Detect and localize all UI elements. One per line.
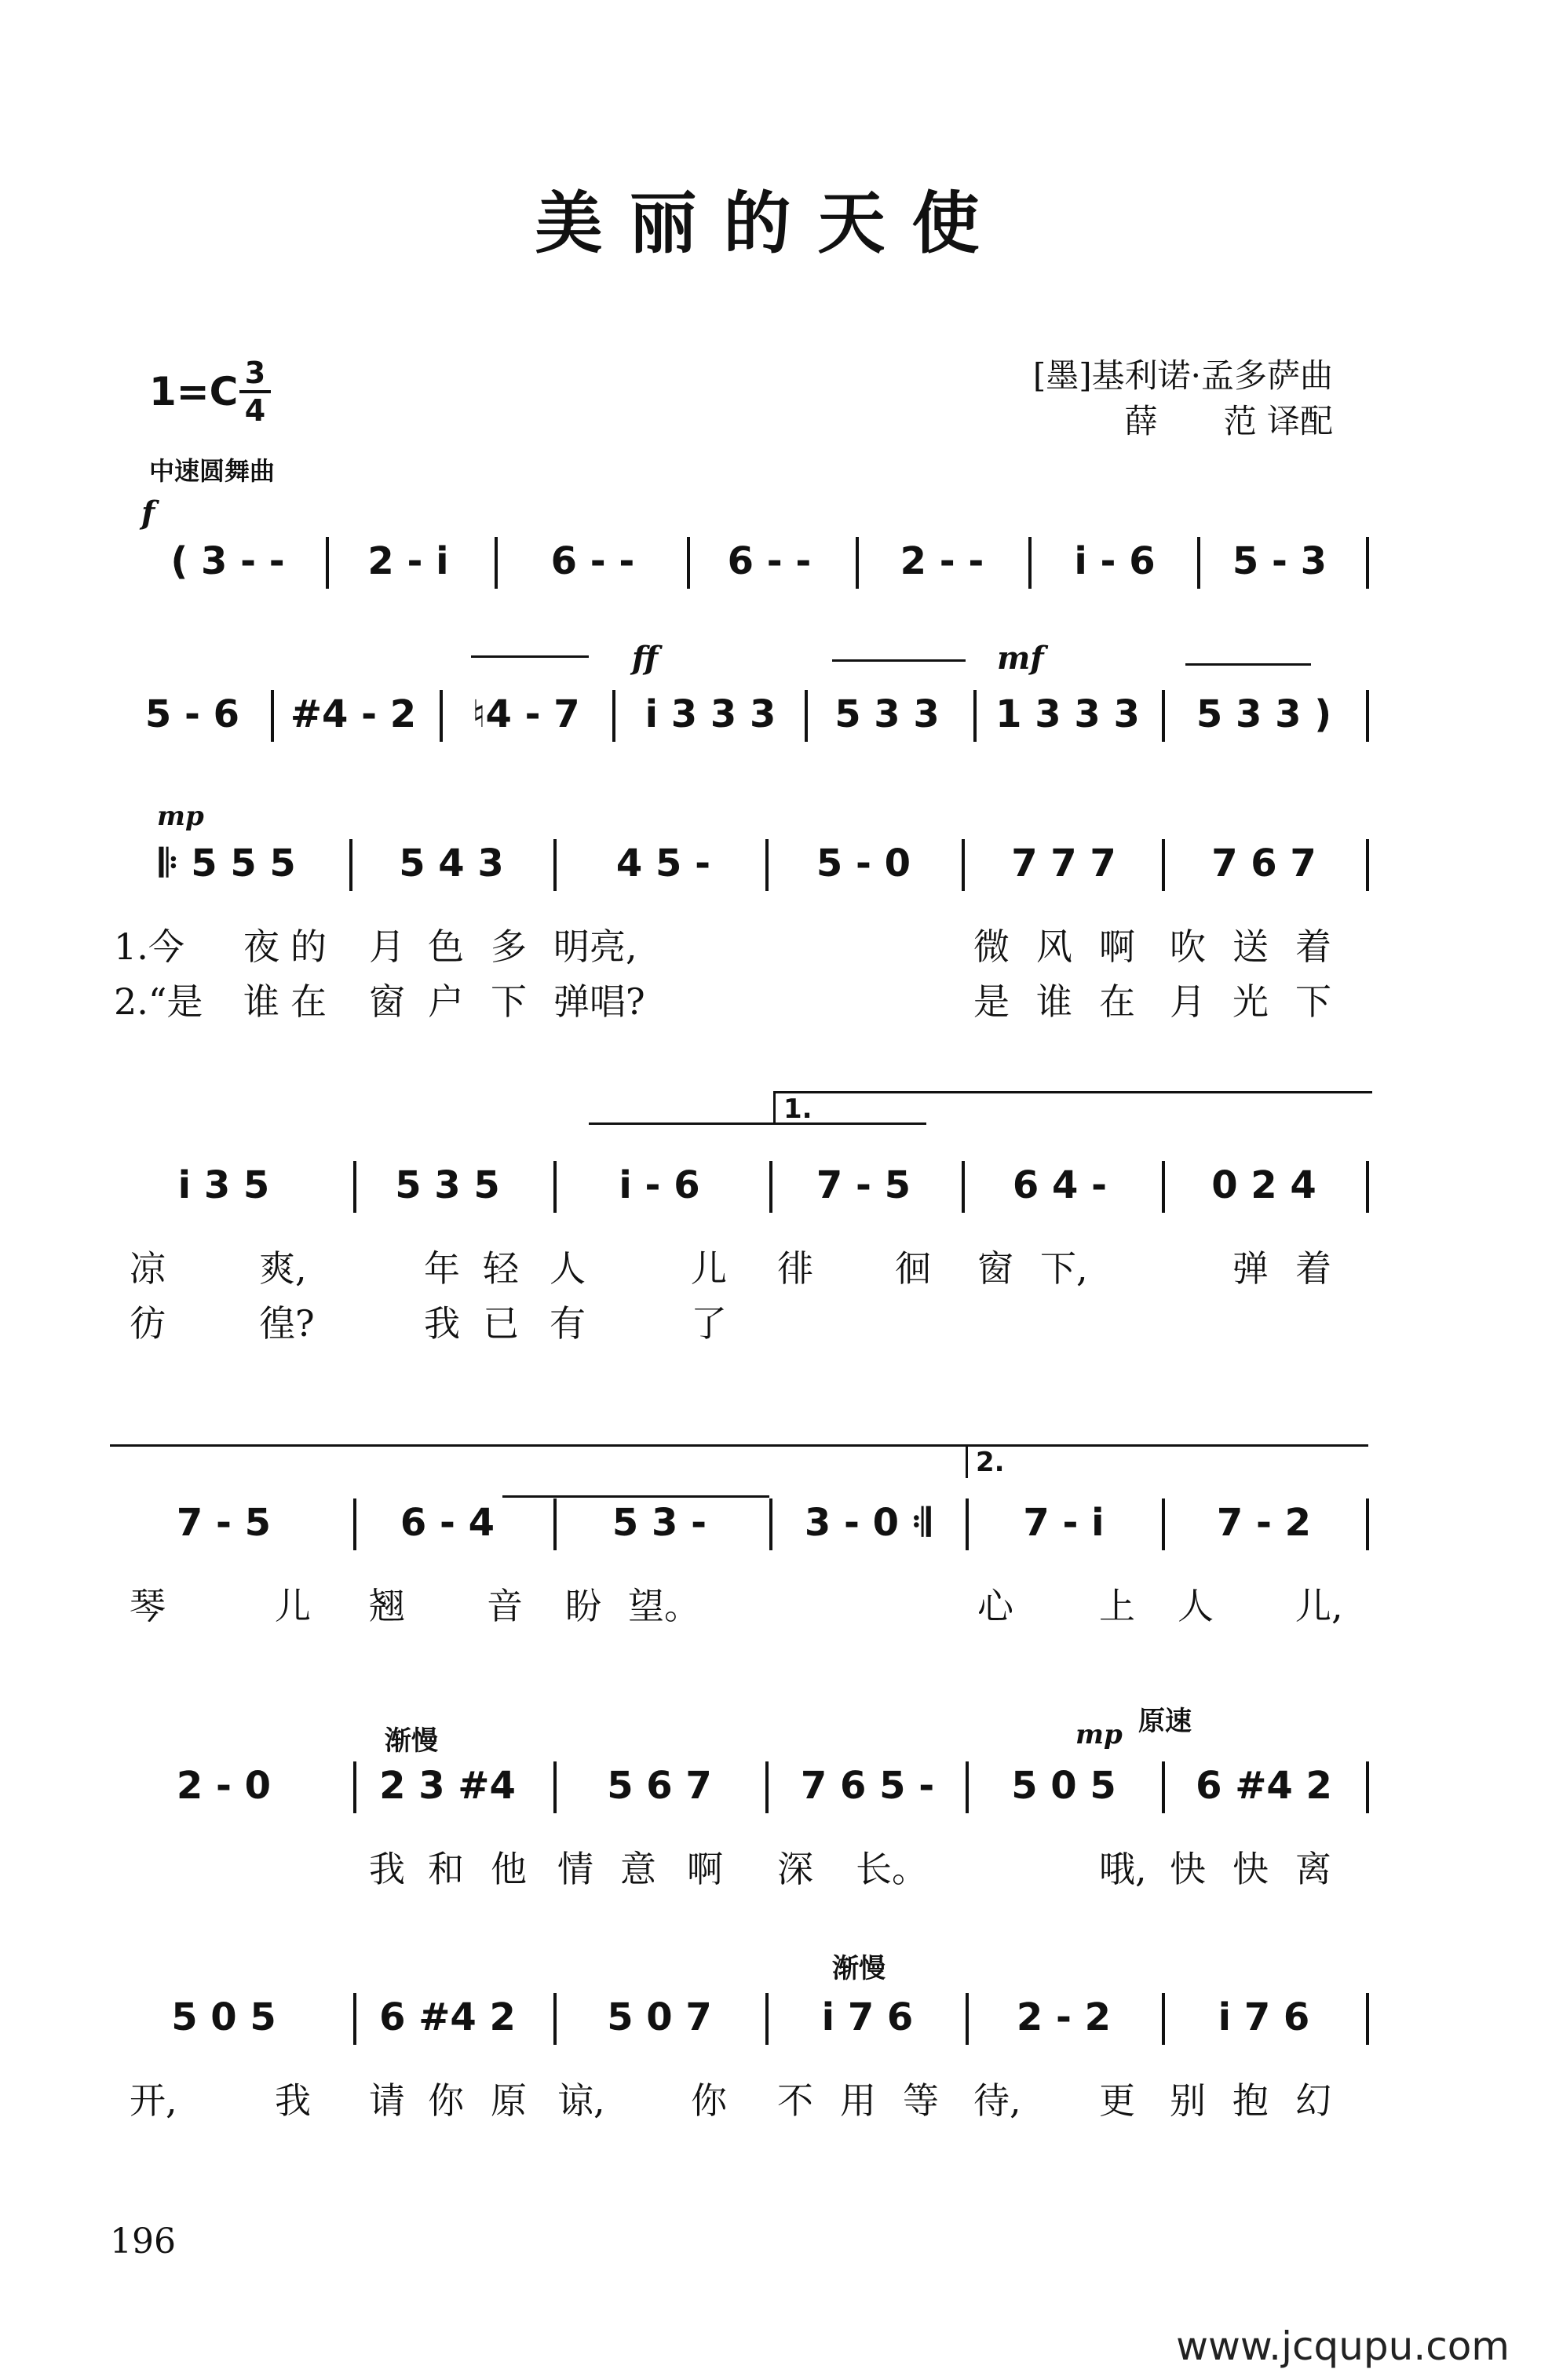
lyric-syllable: 下 <box>1295 980 1331 1023</box>
lyrics-system-6 <box>0 1841 1541 1888</box>
composer-credit: [墨]基利诺·孟多萨曲 <box>1032 356 1333 395</box>
key-signature: 1=C <box>149 369 239 414</box>
lyric-syllable: 徊 <box>895 1247 931 1290</box>
measure: 5 4 3 <box>399 841 504 885</box>
rit-marking-2: 渐慢 <box>832 1953 886 1984</box>
lyric-syllable: 哦, <box>1099 1848 1147 1890</box>
lyric-syllable: 儿 <box>275 1585 311 1627</box>
measure: 5 - 6 <box>144 692 240 736</box>
volta-first <box>773 1091 1372 1125</box>
lyric-syllable: 1.今 <box>114 925 184 968</box>
barline <box>765 1761 769 1813</box>
lyric-syllable: 谁 <box>243 980 279 1023</box>
lyric-syllable: 凉 <box>130 1247 166 1290</box>
barline <box>1162 1161 1165 1213</box>
barline <box>973 690 977 742</box>
lyric-syllable: 我 <box>275 2079 311 2122</box>
lyrics-system-7 <box>0 2072 1541 2122</box>
measure: 𝄆 5 5 5 <box>159 841 296 885</box>
lyric-syllable: 原 <box>491 2079 527 2122</box>
system-4 <box>0 1158 1541 1213</box>
lyrics-system-5 <box>0 1578 1541 1625</box>
lyric-syllable: 的 <box>290 925 327 968</box>
lyric-syllable: 我 <box>369 1848 405 1890</box>
lyric-syllable: 有 <box>550 1302 586 1345</box>
measure: 6 4 - <box>1012 1163 1108 1207</box>
barline <box>1197 537 1200 589</box>
barline <box>1366 1161 1369 1213</box>
lyric-syllable: 徘 <box>777 1247 813 1290</box>
barline <box>326 537 329 589</box>
lyric-syllable: 下 <box>491 980 527 1023</box>
dynamic-mp: mp <box>157 801 204 832</box>
lyric-syllable: 弹唱? <box>553 980 645 1023</box>
lyric-syllable: 轻 <box>483 1247 519 1290</box>
barline <box>1162 1993 1165 2045</box>
time-signature-top: 3 <box>244 356 266 390</box>
barline <box>553 1498 557 1550</box>
lyric-syllable: 待, <box>973 2079 1021 2122</box>
lyric-syllable: 你 <box>691 2079 727 2122</box>
crescendo-hairpin <box>471 655 589 658</box>
barline <box>769 1498 772 1550</box>
lyric-syllable: 户 <box>428 980 464 1023</box>
measure: i - 6 <box>1074 539 1156 583</box>
measure: 7 - 2 <box>1216 1501 1312 1545</box>
lyric-syllable: 彷 <box>130 1302 166 1345</box>
decrescendo-hairpin-2 <box>1185 663 1311 666</box>
measure: 5 0 7 <box>607 1995 712 2039</box>
lyric-syllable: 是 <box>973 980 1010 1023</box>
lyric-syllable: 更 <box>1099 2079 1135 2122</box>
measure: i - 6 <box>619 1163 700 1207</box>
lyrics-system-4-verse-2 <box>0 1295 1541 1345</box>
lyric-syllable: 明亮, <box>553 925 637 968</box>
dynamic-ff: ff <box>632 640 659 677</box>
lyric-syllable: 儿, <box>1295 1585 1343 1627</box>
barline <box>966 1498 969 1550</box>
lyric-syllable: 谁 <box>1036 980 1072 1023</box>
lyric-syllable: 1. <box>783 1093 812 1125</box>
measure: 6 - - <box>727 539 812 583</box>
credits <box>1033 353 1333 444</box>
barline <box>769 1161 772 1213</box>
measure: 5 3 3 ) <box>1196 692 1332 736</box>
time-signature-bottom: 4 <box>244 393 266 428</box>
lyric-syllable: 年 <box>424 1247 460 1290</box>
barline <box>1162 1761 1165 1813</box>
lyric-syllable: 微 <box>973 925 1010 968</box>
lyric-syllable: 离 <box>1295 1848 1331 1890</box>
measure: 5 0 5 <box>1011 1764 1116 1808</box>
measure: i 7 6 <box>1218 1995 1310 2039</box>
lyric-syllable: 在 <box>1099 980 1135 1023</box>
measure: 0 2 4 <box>1211 1163 1316 1207</box>
measure: 5 - 0 <box>816 841 911 885</box>
lyric-syllable: 和 <box>428 1848 464 1890</box>
lyric-syllable: 吹 <box>1170 925 1206 968</box>
measure: 7 7 7 <box>1011 841 1116 885</box>
measure: i 3 5 <box>177 1163 270 1207</box>
lyric-syllable: 窗 <box>977 1247 1013 1290</box>
barline <box>553 1993 557 2045</box>
lyric-syllable: 望。 <box>628 1585 700 1627</box>
measure: ♮4 - 7 <box>472 692 580 736</box>
lyric-syllable: 快 <box>1170 1848 1206 1890</box>
measure: 7 6 7 <box>1211 841 1316 885</box>
measure: #4 - 2 <box>290 692 417 736</box>
lyric-syllable: 2.“是 <box>114 980 203 1023</box>
system-5 <box>0 1495 1541 1550</box>
rit-marking: 渐慢 <box>385 1725 438 1757</box>
measure: 6 - - <box>550 539 635 583</box>
barline <box>353 1161 356 1213</box>
barline <box>966 1761 969 1813</box>
barline <box>1366 839 1369 891</box>
decrescendo-hairpin <box>832 659 966 662</box>
barline <box>765 839 769 891</box>
a-tempo-marking: 原速 <box>1138 1706 1192 1737</box>
measure: 5 0 5 <box>171 1995 276 2039</box>
barline <box>495 537 498 589</box>
barline <box>1162 839 1165 891</box>
lyric-syllable: 盼 <box>565 1585 601 1627</box>
volta-second <box>966 1444 1368 1478</box>
lyric-syllable: 月 <box>1170 980 1206 1023</box>
lyric-syllable: 色 <box>428 925 464 968</box>
lyric-syllable: 儿 <box>691 1247 727 1290</box>
barline <box>765 1993 769 2045</box>
barline <box>805 690 808 742</box>
barline <box>1366 1761 1369 1813</box>
lyric-syllable: 上 <box>1099 1585 1135 1627</box>
lyric-syllable: 徨? <box>259 1302 315 1345</box>
page-number: 196 <box>110 2221 176 2261</box>
lyric-syllable: 夜 <box>243 925 279 968</box>
barline <box>440 690 443 742</box>
measure: 6 #4 2 <box>1196 1764 1332 1808</box>
lyric-syllable: 人 <box>1178 1585 1214 1627</box>
measure: 2 - - <box>900 539 984 583</box>
watermark: www.jcqupu.com <box>1176 2323 1510 2369</box>
barline <box>612 690 615 742</box>
measure: 5 3 3 <box>834 692 940 736</box>
lyric-syllable: 请 <box>369 2079 405 2122</box>
lyric-syllable: 谅, <box>557 2079 605 2122</box>
lyric-syllable: 已 <box>483 1302 519 1345</box>
dynamic-f: f <box>141 495 155 531</box>
lyric-syllable: 用 <box>840 2079 876 2122</box>
system-5-rule <box>110 1444 966 1447</box>
system-7 <box>0 1990 1541 2045</box>
lyric-syllable: 等 <box>903 2079 939 2122</box>
barline <box>1366 537 1369 589</box>
barline <box>353 1498 356 1550</box>
system-3 <box>0 836 1541 891</box>
measure: 7 - i <box>1023 1501 1105 1545</box>
lyric-syllable: 深 <box>777 1848 813 1890</box>
lyric-syllable: 开, <box>130 2079 177 2122</box>
lyric-syllable: 2. <box>976 1447 1005 1478</box>
measure: 2 3 #4 <box>379 1764 516 1808</box>
measure: 4 5 - <box>615 841 711 885</box>
lyric-syllable: 翘 <box>369 1585 405 1627</box>
system-6 <box>0 1758 1541 1813</box>
lyric-syllable: 光 <box>1232 980 1269 1023</box>
measure: 2 - i <box>367 539 449 583</box>
barline <box>353 1761 356 1813</box>
lyrics-system-3-verse-1 <box>0 918 1541 966</box>
barline <box>962 1161 965 1213</box>
lyric-syllable: 心 <box>977 1585 1013 1627</box>
dynamic-mf: mf <box>997 640 1044 677</box>
measure: 3 - 0 𝄇 <box>804 1500 931 1545</box>
measure: 6 - 4 <box>400 1501 495 1545</box>
barline <box>1162 1498 1165 1550</box>
lyric-syllable: 窗 <box>369 980 405 1023</box>
lyric-syllable: 人 <box>550 1247 586 1290</box>
barline <box>1028 537 1032 589</box>
lyric-syllable: 你 <box>428 2079 464 2122</box>
barline <box>1366 1498 1369 1550</box>
time-signature <box>239 357 271 426</box>
measure: 2 - 2 <box>1016 1995 1112 2039</box>
measure: 1 3 3 3 <box>995 692 1140 736</box>
tempo-marking: 中速圆舞曲 <box>149 456 276 486</box>
barline <box>553 1761 557 1813</box>
lyric-syllable: 爽, <box>259 1247 307 1290</box>
lyric-syllable: 啊 <box>1099 925 1135 968</box>
measure: 5 3 - <box>612 1501 707 1545</box>
barline <box>1366 690 1369 742</box>
lyric-syllable: 琴 <box>130 1585 166 1627</box>
arranger-credit: 薛 范 译配 <box>1124 402 1333 440</box>
lyric-syllable: 他 <box>491 1848 527 1890</box>
barline <box>1366 1993 1369 2045</box>
measure: 7 6 5 - <box>800 1764 935 1808</box>
measure: i 3 3 3 <box>645 692 776 736</box>
barline <box>553 1161 557 1213</box>
lyric-syllable: 不 <box>777 2079 813 2122</box>
lyric-syllable: 在 <box>290 980 327 1023</box>
lyric-syllable: 月 <box>369 925 405 968</box>
dynamic-mp-2: mp <box>1075 1719 1123 1750</box>
measure: 5 - 3 <box>1232 539 1327 583</box>
lyric-syllable: 长。 <box>856 1848 928 1890</box>
barline <box>553 839 557 891</box>
lyric-syllable: 着 <box>1295 1247 1331 1290</box>
system-2 <box>0 687 1541 742</box>
lyric-syllable: 情 <box>557 1848 593 1890</box>
lyric-syllable: 啊 <box>687 1848 723 1890</box>
barline <box>353 1993 356 2045</box>
measure: 5 6 7 <box>607 1764 712 1808</box>
lyric-syllable: 了 <box>691 1302 727 1345</box>
song-title: 美丽的天使 <box>535 184 1006 263</box>
lyric-syllable: 下, <box>1040 1247 1088 1290</box>
measure: 7 - 5 <box>176 1501 272 1545</box>
measure: 7 - 5 <box>816 1163 911 1207</box>
system-1 <box>0 534 1541 589</box>
barline <box>962 839 965 891</box>
measure: 5 3 5 <box>395 1163 500 1207</box>
measure: 6 #4 2 <box>379 1995 516 2039</box>
measure: ( 3 - - <box>170 539 285 583</box>
lyric-syllable: 幻 <box>1295 2079 1331 2122</box>
lyric-syllable: 快 <box>1232 1848 1269 1890</box>
measure: 2 - 0 <box>176 1764 272 1808</box>
lyric-syllable: 别 <box>1170 2079 1206 2122</box>
lyric-syllable: 我 <box>424 1302 460 1345</box>
barline <box>1162 690 1165 742</box>
lyric-syllable: 风 <box>1036 925 1072 968</box>
barline <box>687 537 690 589</box>
lyrics-system-3-verse-2 <box>0 973 1541 1023</box>
barline <box>349 839 352 891</box>
lyric-syllable: 着 <box>1295 925 1331 968</box>
lyric-syllable: 抱 <box>1232 2079 1269 2122</box>
barline <box>856 537 859 589</box>
measure: i 7 6 <box>821 1995 914 2039</box>
lyric-syllable: 音 <box>487 1585 523 1627</box>
barline <box>966 1993 969 2045</box>
lyric-syllable: 送 <box>1232 925 1269 968</box>
lyric-syllable: 弹 <box>1232 1247 1269 1290</box>
lyrics-system-4-verse-1 <box>0 1240 1541 1290</box>
barline <box>271 690 274 742</box>
lyric-syllable: 意 <box>620 1848 656 1890</box>
lyric-syllable: 多 <box>491 925 527 968</box>
